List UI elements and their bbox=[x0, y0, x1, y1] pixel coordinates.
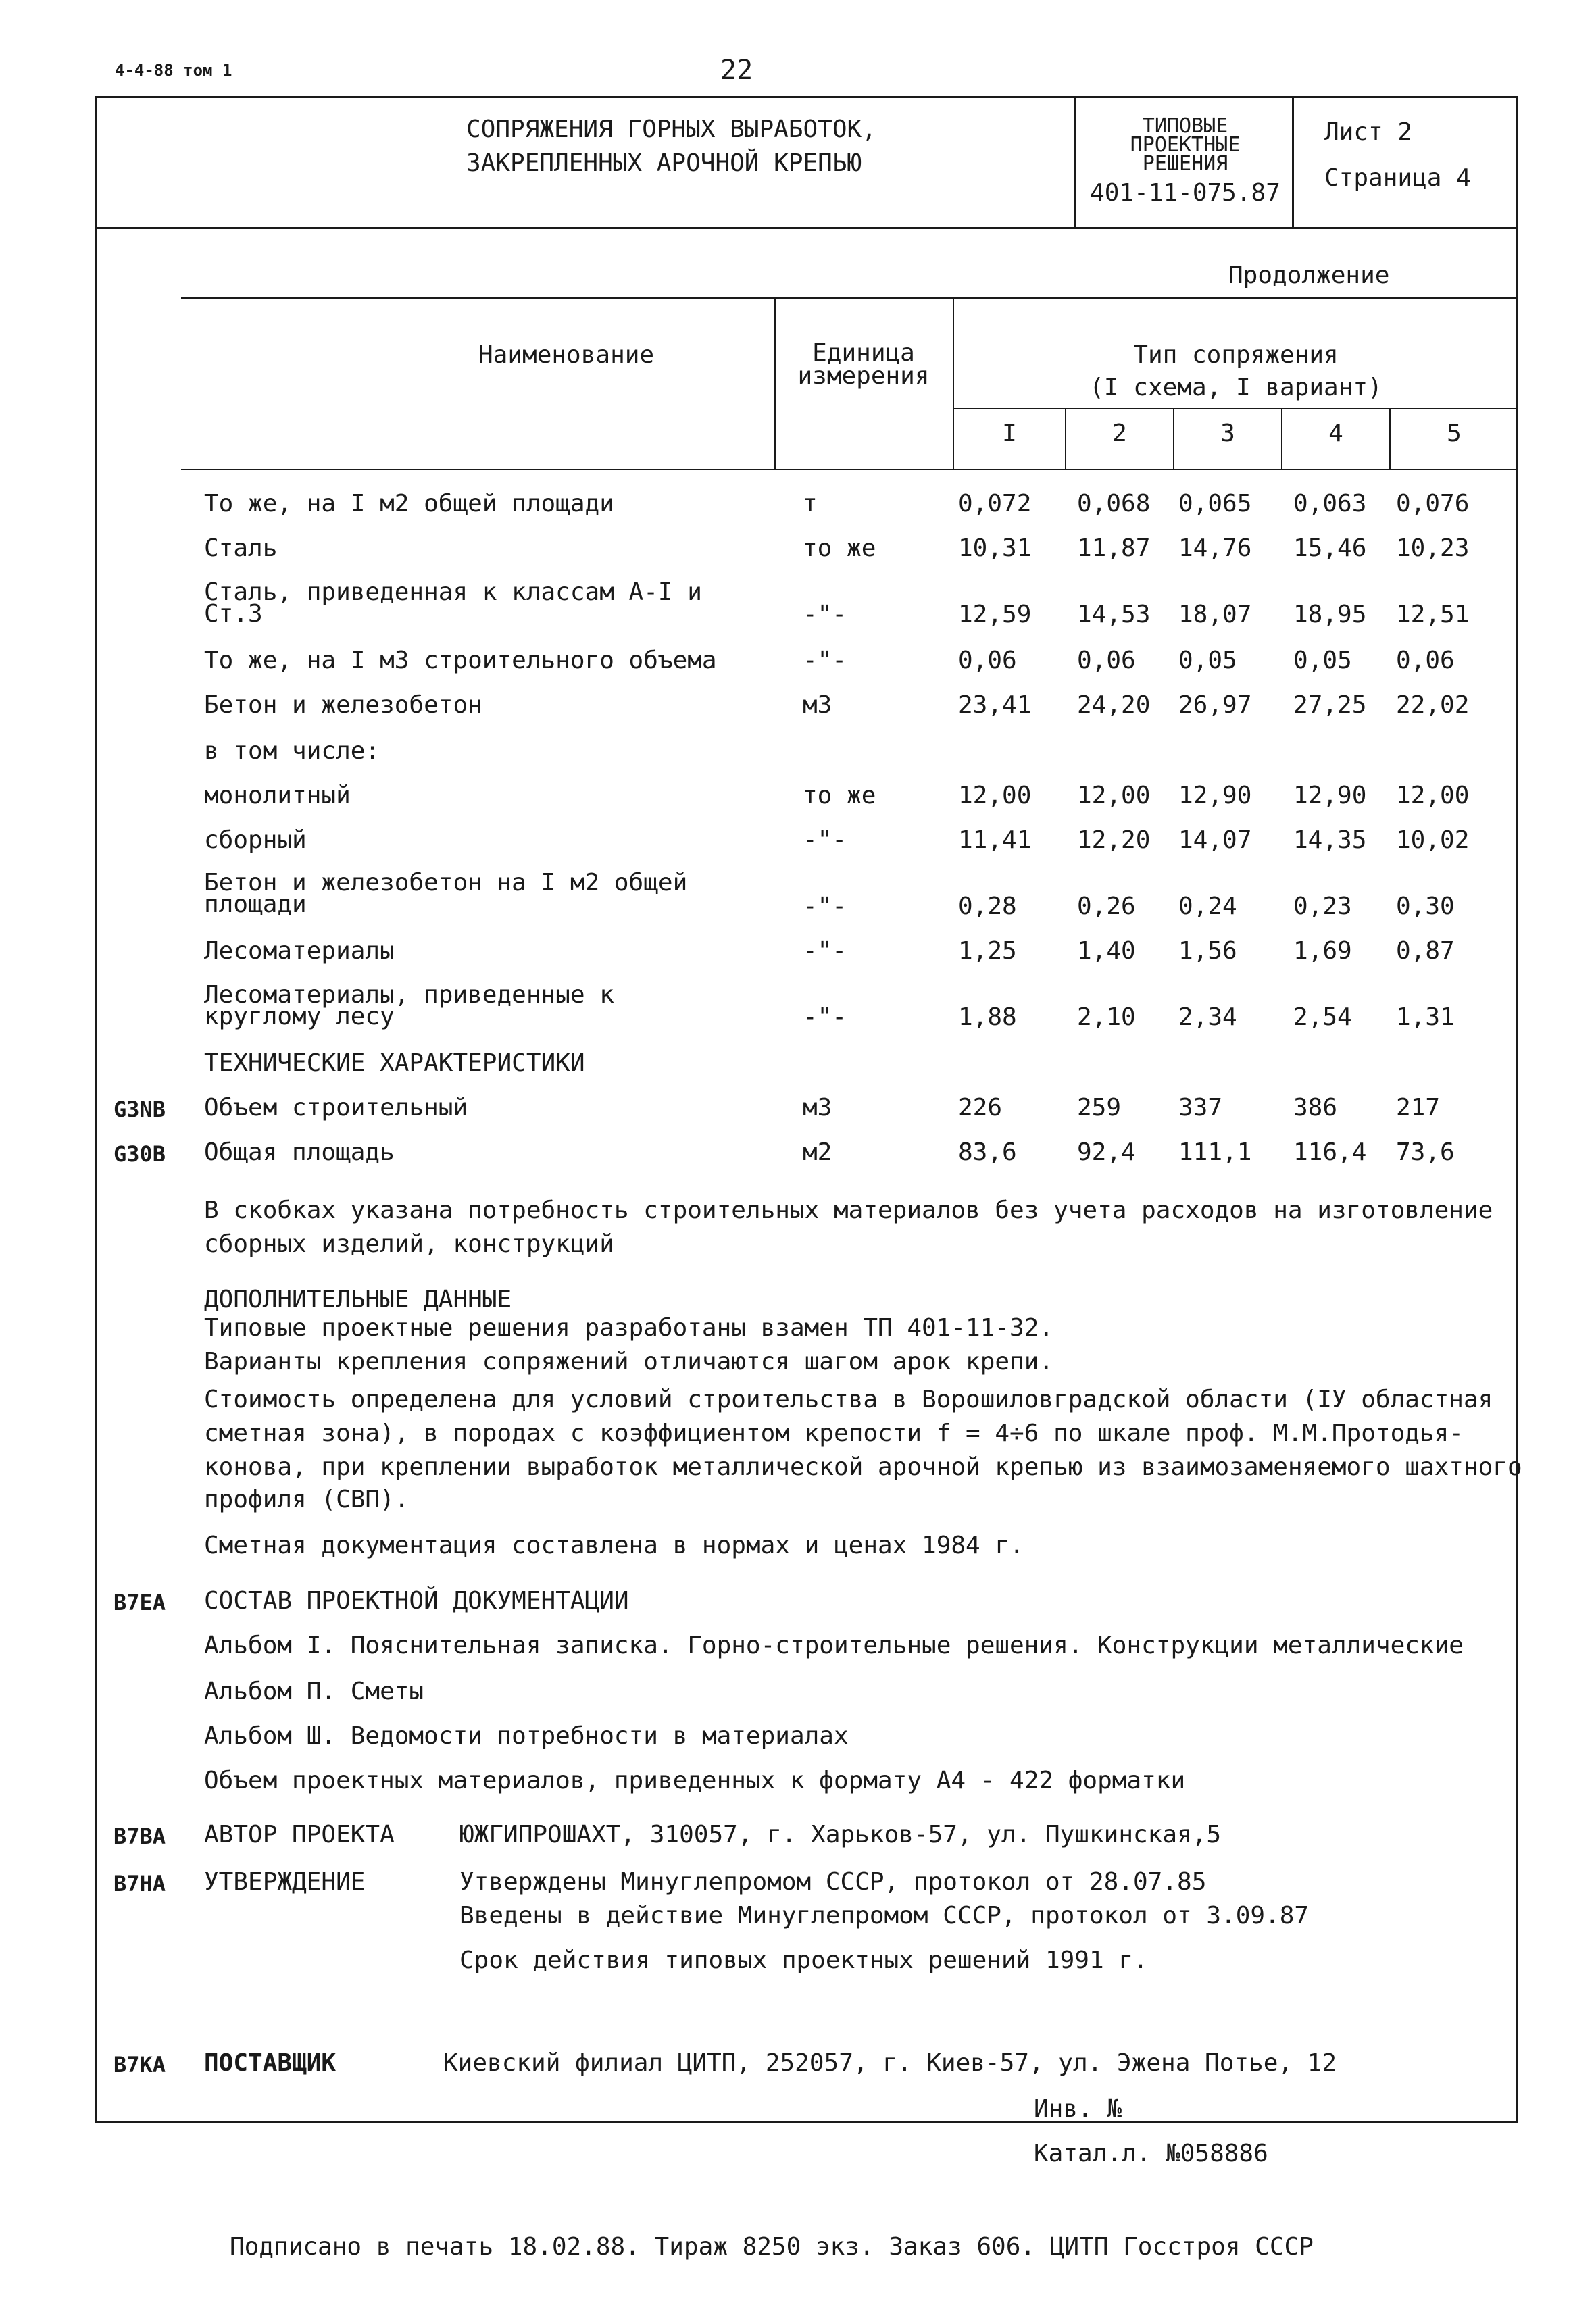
row-value: 2,54 bbox=[1293, 1003, 1352, 1031]
row-name: сборный bbox=[204, 826, 307, 854]
row-code: G3NB bbox=[114, 1097, 166, 1122]
row-value: 26,97 bbox=[1178, 691, 1252, 719]
row-value: 0,06 bbox=[1396, 647, 1455, 674]
row-unit: -"- bbox=[803, 1003, 847, 1031]
row-unit: -"- bbox=[803, 937, 847, 965]
row-unit: то же bbox=[803, 782, 876, 809]
row-unit: т bbox=[803, 490, 818, 518]
row-value: 12,20 bbox=[1077, 826, 1151, 854]
row-value: 111,1 bbox=[1178, 1138, 1252, 1166]
col-header-unit-2: измерения bbox=[797, 362, 930, 390]
approval-line2: Введены в действие Минуглепромом СССР, протокол от 3.09.87 bbox=[459, 1902, 1310, 1930]
row-unit: м2 bbox=[803, 1138, 832, 1166]
type-number: 3 bbox=[1220, 420, 1235, 447]
row-value: 0,28 bbox=[958, 892, 1017, 920]
section-heading: ТЕХНИЧЕСКИЕ ХАРАКТЕРИСТИКИ bbox=[204, 1049, 585, 1077]
row-value: 12,51 bbox=[1396, 601, 1470, 628]
row-name: Бетон и железобетон на I м2 общей bbox=[204, 869, 688, 897]
row-value: 0,063 bbox=[1293, 490, 1367, 518]
row-value: 92,4 bbox=[1077, 1138, 1136, 1166]
row-value: 0,05 bbox=[1293, 647, 1352, 674]
row-value: 0,068 bbox=[1077, 490, 1151, 518]
row-value: 10,02 bbox=[1396, 826, 1470, 854]
row-value: 1,31 bbox=[1396, 1003, 1455, 1031]
album-1: Альбом I. Пояснительная записка. Горно-строительные решения. Конструкции металлические bbox=[204, 1632, 1464, 1659]
row-value: 14,35 bbox=[1293, 826, 1367, 854]
row-value: 1,25 bbox=[958, 937, 1017, 965]
series-code: 401-11-075.87 bbox=[1090, 179, 1280, 207]
row-value: 2,34 bbox=[1178, 1003, 1237, 1031]
row-value: 22,02 bbox=[1396, 691, 1470, 719]
row-unit: -"- bbox=[803, 892, 847, 920]
composition-code: B7EA bbox=[114, 1590, 166, 1615]
row-value: 14,53 bbox=[1077, 601, 1151, 628]
volume-reference: 4-4-88 том 1 bbox=[115, 61, 232, 80]
row-value: 0,076 bbox=[1396, 490, 1470, 518]
type-number: 4 bbox=[1328, 420, 1343, 447]
doc-title-line2: ЗАКРЕПЛЕННЫХ АРОЧНОЙ КРЕПЬЮ bbox=[466, 149, 862, 177]
additional-line5: конова, при креплении выработок металлической арочной крепью из взаимозаменяемого шахтного bbox=[204, 1453, 1522, 1481]
row-value: 2,10 bbox=[1077, 1003, 1136, 1031]
col-header-name: Наименование bbox=[478, 341, 655, 369]
row-unit: -"- bbox=[803, 601, 847, 628]
row-value: 259 bbox=[1077, 1094, 1122, 1122]
row-value: 226 bbox=[958, 1094, 1003, 1122]
row-name-cont: круглому лесу bbox=[204, 1003, 395, 1030]
row-value: 0,06 bbox=[958, 647, 1017, 674]
row-unit: м3 bbox=[803, 691, 832, 719]
author-label: АВТОР ПРОЕКТА bbox=[204, 1821, 395, 1848]
row-value: 0,072 bbox=[958, 490, 1032, 518]
note-line1: В скобках указана потребность строительных материалов без учета расходов на изготовление bbox=[204, 1197, 1493, 1224]
album-2: Альбом П. Сметы bbox=[204, 1678, 424, 1705]
col-header-type-2: (I схема, I вариант) bbox=[1089, 374, 1382, 401]
print-footer: Подписано в печать 18.02.88. Тираж 8250 экз. Заказ 606. ЦИТП Госстроя СССР bbox=[230, 2233, 1314, 2261]
row-value: 0,065 bbox=[1178, 490, 1252, 518]
row-value: 15,46 bbox=[1293, 534, 1367, 562]
row-value: 10,23 bbox=[1396, 534, 1470, 562]
supplier-label: ПОСТАВЩИК bbox=[204, 2049, 336, 2077]
row-name: То же, на I м2 общей площади bbox=[204, 490, 614, 518]
row-value: 83,6 bbox=[958, 1138, 1017, 1166]
supplier-code: B7KA bbox=[114, 2052, 166, 2078]
materials-volume: Объем проектных материалов, приведенных к формату А4 - 422 форматки bbox=[204, 1767, 1186, 1794]
row-name: Бетон и железобетон bbox=[204, 691, 482, 719]
row-value: 24,20 bbox=[1077, 691, 1151, 719]
additional-line4: сметная зона), в породах с коэффициентом крепости f = 4÷6 по шкале проф. М.М.Протодья- bbox=[204, 1419, 1464, 1447]
row-value: 18,95 bbox=[1293, 601, 1367, 628]
row-value: 12,90 bbox=[1293, 782, 1367, 809]
approval-label: УТВЕРЖДЕНИЕ bbox=[204, 1868, 366, 1896]
col-header-unit-1: Единица bbox=[812, 339, 915, 367]
row-name: Лесоматериалы bbox=[204, 937, 395, 965]
additional-line1: Типовые проектные решения разработаны взамен ТП 401-11-32. bbox=[204, 1314, 1054, 1342]
type-number: 2 bbox=[1112, 420, 1127, 447]
row-value: 337 bbox=[1178, 1094, 1223, 1122]
row-name: Сталь bbox=[204, 534, 278, 562]
page-label: Страница 4 bbox=[1324, 164, 1471, 192]
row-name: Лесоматериалы, приведенные к bbox=[204, 981, 614, 1009]
row-value: 10,31 bbox=[958, 534, 1032, 562]
row-value: 23,41 bbox=[958, 691, 1032, 719]
row-value: 386 bbox=[1293, 1094, 1338, 1122]
note-line2: сборных изделий, конструкций bbox=[204, 1230, 614, 1258]
additional-line6: профиля (СВП). bbox=[204, 1486, 409, 1513]
row-name-cont: площади bbox=[204, 890, 307, 918]
row-unit: то же bbox=[803, 534, 876, 562]
additional-heading: ДОПОЛНИТЕЛЬНЫЕ ДАННЫЕ bbox=[204, 1286, 512, 1313]
composition-heading: СОСТАВ ПРОЕКТНОЙ ДОКУМЕНТАЦИИ bbox=[204, 1587, 629, 1615]
row-name: То же, на I м3 строительного объема bbox=[204, 647, 717, 674]
doc-title-line1: СОПРЯЖЕНИЯ ГОРНЫХ ВЫРАБОТОК, bbox=[466, 116, 876, 143]
row-value: 217 bbox=[1396, 1094, 1441, 1122]
row-name: Общая площадь bbox=[204, 1138, 395, 1166]
type-number: I bbox=[1002, 420, 1017, 447]
page-number: 22 bbox=[720, 55, 753, 86]
row-value: 12,00 bbox=[958, 782, 1032, 809]
row-value: 0,24 bbox=[1178, 892, 1237, 920]
row-name-cont: Ст.3 bbox=[204, 600, 263, 628]
row-code: G30B bbox=[114, 1141, 166, 1167]
author-code: B7BA bbox=[114, 1823, 166, 1849]
row-value: 1,88 bbox=[958, 1003, 1017, 1031]
author-value: ЮЖГИПРОШАХТ, 310057, г. Харьков-57, ул. Пушкинская,5 bbox=[459, 1821, 1222, 1848]
row-value: 1,40 bbox=[1077, 937, 1136, 965]
row-value: 0,05 bbox=[1178, 647, 1237, 674]
series-line3: РЕШЕНИЯ bbox=[1142, 152, 1228, 176]
row-unit: -"- bbox=[803, 647, 847, 674]
additional-line3: Стоимость определена для условий строительства в Ворошиловградской области (IУ областная bbox=[204, 1386, 1493, 1413]
row-value: 12,00 bbox=[1077, 782, 1151, 809]
row-unit: м3 bbox=[803, 1094, 832, 1122]
inventory-number: Инв. № bbox=[1034, 2095, 1122, 2123]
approval-line1: Утверждены Минуглепромом СССР, протокол от 28.07.85 bbox=[459, 1868, 1207, 1896]
row-value: 0,30 bbox=[1396, 892, 1455, 920]
type-number: 5 bbox=[1447, 420, 1462, 447]
series-line1: ТИПОВЫЕ bbox=[1142, 114, 1228, 138]
col-header-type-1: Тип сопряжения bbox=[1133, 341, 1339, 369]
approval-code: B7HA bbox=[114, 1871, 166, 1896]
continuation-label: Продолжение bbox=[1228, 261, 1390, 289]
row-value: 0,87 bbox=[1396, 937, 1455, 965]
row-value: 12,59 bbox=[958, 601, 1032, 628]
sheet-label: Лист 2 bbox=[1324, 118, 1413, 146]
row-value: 116,4 bbox=[1293, 1138, 1367, 1166]
row-value: 12,90 bbox=[1178, 782, 1252, 809]
row-value: 0,26 bbox=[1077, 892, 1136, 920]
additional-line7: Сметная документация составлена в нормах и ценах 1984 г. bbox=[204, 1532, 1024, 1559]
row-value: 14,76 bbox=[1178, 534, 1252, 562]
additional-line2: Варианты крепления сопряжений отличаются шагом арок крепи. bbox=[204, 1348, 1054, 1376]
row-name: Объем строительный bbox=[204, 1094, 468, 1122]
row-value: 14,07 bbox=[1178, 826, 1252, 854]
row-value: 73,6 bbox=[1396, 1138, 1455, 1166]
row-value: 11,87 bbox=[1077, 534, 1151, 562]
row-value: 0,23 bbox=[1293, 892, 1352, 920]
row-name: Сталь, приведенная к классам А-I и bbox=[204, 578, 702, 606]
catalog-number: Катал.л. №058886 bbox=[1034, 2140, 1268, 2167]
row-name: в том числе: bbox=[204, 737, 380, 765]
row-value: 18,07 bbox=[1178, 601, 1252, 628]
row-value: 0,06 bbox=[1077, 647, 1136, 674]
row-unit: -"- bbox=[803, 826, 847, 854]
approval-line3: Срок действия типовых проектных решений 1991 г. bbox=[459, 1946, 1148, 1974]
row-value: 1,56 bbox=[1178, 937, 1237, 965]
supplier-value: Киевский филиал ЦИТП, 252057, г. Киев-57, ул. Эжена Потье, 12 bbox=[443, 2049, 1337, 2077]
row-value: 12,00 bbox=[1396, 782, 1470, 809]
series-line2: ПРОЕКТНЫЕ bbox=[1130, 133, 1241, 157]
row-value: 11,41 bbox=[958, 826, 1032, 854]
album-3: Альбом Ш. Ведомости потребности в материалах bbox=[204, 1722, 849, 1750]
row-name: монолитный bbox=[204, 782, 351, 809]
row-value: 1,69 bbox=[1293, 937, 1352, 965]
row-value: 27,25 bbox=[1293, 691, 1367, 719]
